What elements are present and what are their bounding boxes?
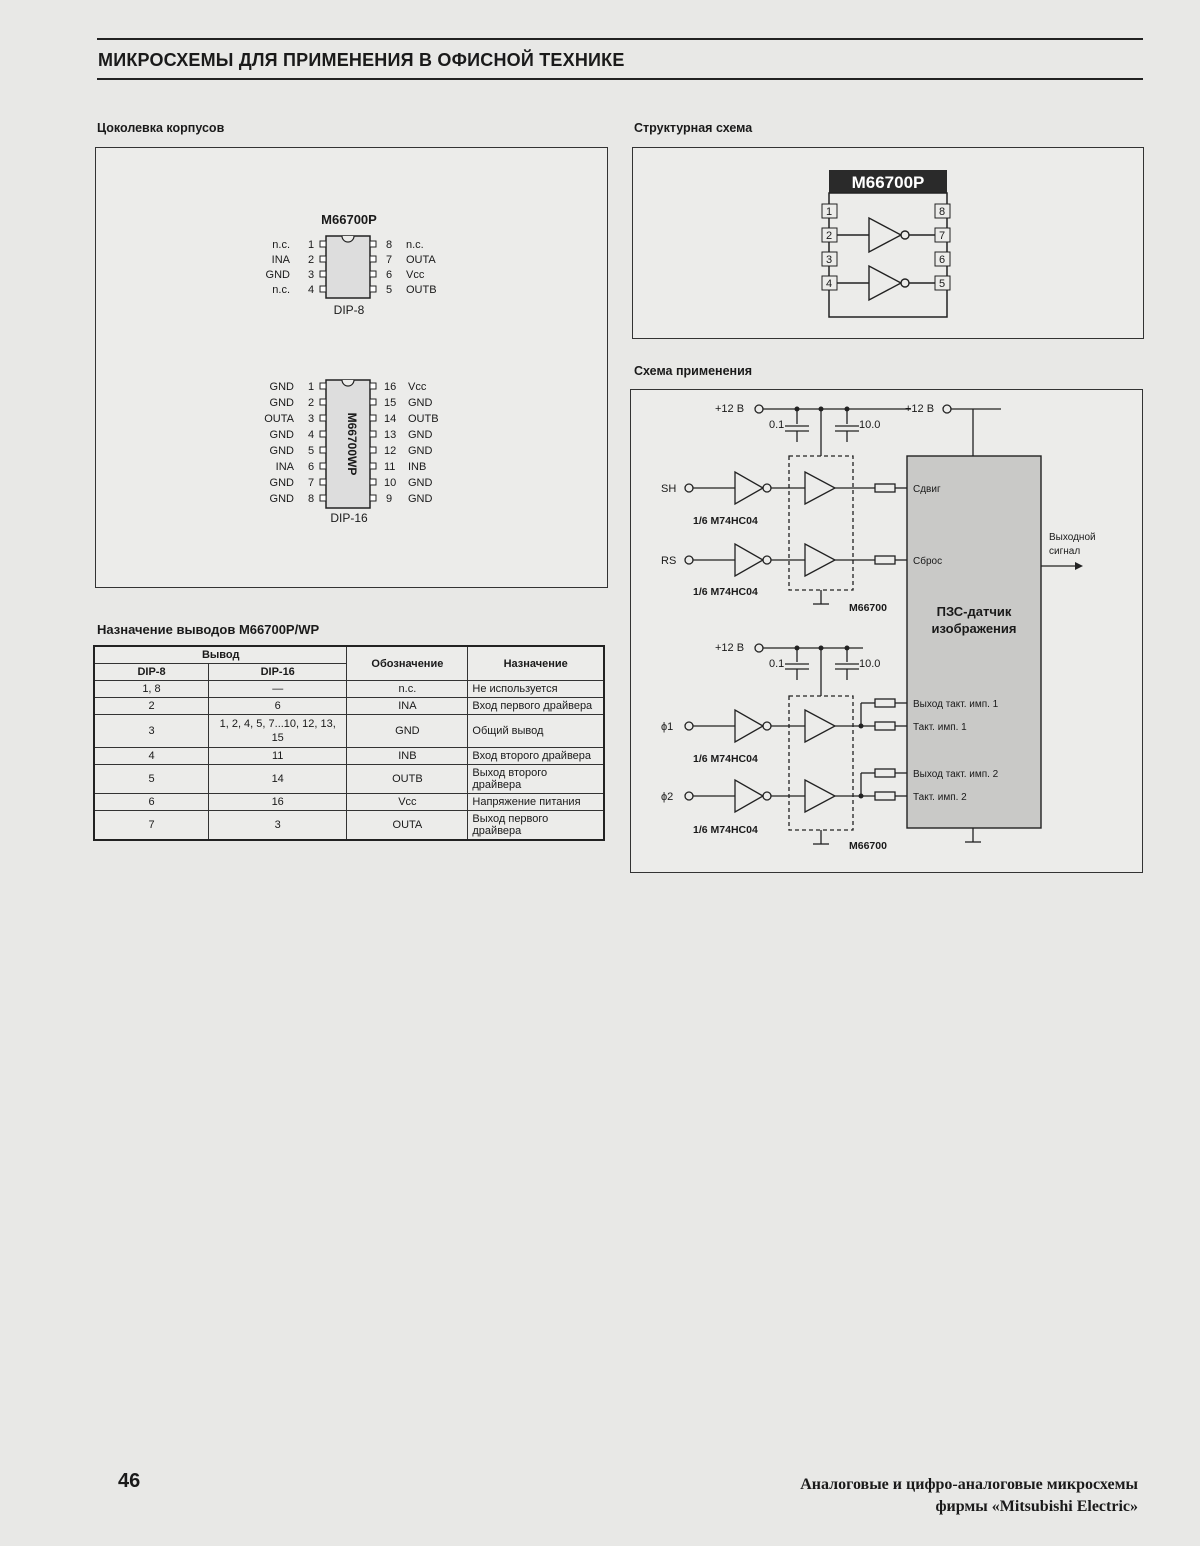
table-row [94, 715, 604, 748]
table-row [94, 698, 604, 715]
cell-symbol: GND [347, 715, 468, 748]
cell-symbol: INA [347, 698, 468, 715]
cell-dip8: 7 [94, 811, 209, 841]
dip16-pin-number: 5 [308, 445, 315, 457]
dip8-pin-name: OUTA [406, 254, 436, 266]
dip8-pin-number: 6 [386, 269, 393, 281]
cell-dip8: 5 [94, 765, 209, 794]
dip16-right-pins [370, 381, 439, 505]
dip8-pin-name: n.c. [272, 284, 290, 296]
dip16-pin-number: 12 [384, 445, 397, 457]
dip16-pin-number: 13 [384, 429, 397, 441]
dip16-pin-name: GND [269, 397, 294, 409]
dip8-pin-number: 5 [386, 284, 393, 296]
dip16-pin-name: GND [408, 493, 433, 505]
header-purpose: Назначение [468, 646, 604, 681]
dip16-pin-number: 16 [384, 381, 397, 393]
dip8-right-pins [370, 239, 437, 296]
cell-dip16: 1, 2, 4, 5, 7...10, 12, 13, 15 [209, 715, 347, 748]
dip8-body [326, 236, 370, 298]
dip8-chip-name: M66700P [321, 212, 377, 227]
block-pin-number: 1 [825, 206, 833, 218]
dip16-pin-name: OUTB [408, 413, 439, 425]
dip8-pin-number: 1 [308, 239, 315, 251]
output-arrow-icon [1075, 562, 1083, 570]
page-title: МИКРОСХЕМЫ ДЛЯ ПРИМЕНЕНИЯ В ОФИСНОЙ ТЕХНИКЕ [98, 50, 625, 70]
block-diagram-heading: Структурная схема [634, 121, 753, 135]
block-chip-title: M66700P [851, 173, 925, 192]
header-pin: Вывод [94, 646, 347, 664]
supply-label: +12 В [905, 403, 935, 415]
dip8-pin-name: Vcc [406, 269, 425, 281]
cell-dip16: — [209, 681, 347, 698]
output-label: сигнал [1049, 546, 1081, 557]
inverter-label: 1/6 M74HC04 [693, 586, 758, 598]
dip8-pin-number: 2 [308, 254, 315, 266]
cell-dip16: 11 [209, 748, 347, 765]
dip16-pin-name: GND [269, 493, 294, 505]
driver-label: M66700 [849, 602, 887, 614]
cell-symbol: OUTB [347, 765, 468, 794]
dip16-pin-name: INB [408, 461, 427, 473]
cap-label: 10.0 [859, 658, 881, 670]
pin-assignment-table [93, 645, 605, 841]
dip8-pin-name: OUTB [406, 284, 437, 296]
sensor-title: изображения [931, 621, 1017, 636]
supply-label: +12 В [715, 642, 745, 654]
cell-dip16: 6 [209, 698, 347, 715]
dip16-pin-number: 2 [308, 397, 315, 409]
cap-label: 0.1 [769, 419, 785, 431]
cell-symbol: OUTA [347, 811, 468, 841]
cell-purpose: Вход второго драйвера [468, 748, 604, 765]
block-pin-number: 6 [938, 254, 946, 266]
header-bottom-rule [97, 78, 1143, 80]
supply-label: +12 В [715, 403, 745, 415]
dip16-pin-name: Vcc [408, 381, 427, 393]
application-heading: Схема применения [634, 364, 753, 378]
driver-label: M66700 [849, 840, 887, 852]
application-circuit [631, 390, 1144, 874]
table-row [94, 765, 604, 794]
header-top-rule [97, 38, 1143, 40]
signal-label: Сброс [913, 556, 943, 567]
output-label: Выходной [1049, 532, 1096, 543]
dip8-pin-number: 4 [308, 284, 315, 296]
dip16-pin-name: GND [269, 429, 294, 441]
dip16-pin-number: 11 [384, 461, 396, 473]
signal-label: Выход такт. имп. 1 [913, 699, 999, 710]
cell-symbol: INB [347, 748, 468, 765]
cell-purpose: Общий вывод [468, 715, 604, 748]
cell-purpose: Не используется [468, 681, 604, 698]
cell-dip16: 3 [209, 811, 347, 841]
dip16-pin-name: GND [269, 445, 294, 457]
signal-label: Такт. имп. 1 [913, 722, 967, 733]
dip16-pin-number: 3 [308, 413, 315, 425]
inverter-label: 1/6 M74HC04 [693, 824, 758, 836]
cell-dip8: 6 [94, 794, 209, 811]
dip16-pin-number: 8 [308, 493, 315, 505]
input-label: RS [661, 555, 677, 567]
inverter-label: 1/6 M74HC04 [693, 753, 758, 765]
block-inverters [837, 218, 935, 300]
pinout-heading: Цоколевка корпусов [97, 121, 225, 135]
cell-dip16: 14 [209, 765, 347, 794]
dip16-pin-name: GND [269, 381, 294, 393]
pin-table-heading: Назначение выводов M66700P/WP [97, 622, 320, 637]
block-pin-number: 8 [938, 206, 946, 218]
cell-purpose: Выход первого драйвера [468, 811, 604, 841]
dip8-pin-number: 3 [308, 269, 315, 281]
inverter-label: 1/6 M74HC04 [693, 515, 758, 527]
dip16-pin-number: 7 [308, 477, 315, 489]
table-row [94, 748, 604, 765]
dip16-package-label: DIP-16 [330, 511, 368, 525]
table-row [94, 811, 604, 841]
dip16-pin-number: 6 [308, 461, 315, 473]
cap-label: 10.0 [859, 419, 881, 431]
dip8-pin-name: INA [271, 254, 290, 266]
dip16-pin-name: GND [408, 445, 433, 457]
block-pin-number: 4 [825, 278, 833, 290]
dip16-pin-number: 9 [386, 493, 393, 505]
cell-dip8: 3 [94, 715, 209, 748]
application-panel [630, 389, 1143, 873]
dip16-pin-name: GND [408, 429, 433, 441]
book-title [800, 1474, 1138, 1518]
cell-dip8: 2 [94, 698, 209, 715]
dip16-chip-name: M66700WP [345, 412, 359, 476]
dip16-pin-name: OUTA [264, 413, 294, 425]
dip16-left-pins [264, 381, 326, 505]
cell-dip8: 1, 8 [94, 681, 209, 698]
table-row [94, 794, 604, 811]
header-dip16: DIP-16 [209, 664, 347, 681]
block-diagram-panel [632, 147, 1144, 339]
sensor-title: ПЗС-датчик [936, 604, 1012, 619]
block-pin-number: 7 [938, 230, 946, 242]
dip16-pin-name: GND [408, 397, 433, 409]
dip8-left-pins [266, 239, 326, 296]
dip16-pin-number: 1 [308, 381, 315, 393]
block-pin-number: 5 [938, 278, 946, 290]
block-diagram [633, 148, 1145, 340]
book-title-line: Аналоговые и цифро-аналоговые микросхемы [800, 1476, 1138, 1493]
dip16-pin-name: INA [275, 461, 294, 473]
dip8-pin-number: 7 [386, 254, 393, 266]
signal-label: Выход такт. имп. 2 [913, 769, 999, 780]
dip16-pin-name: GND [408, 477, 433, 489]
pinout-panel [95, 147, 608, 588]
input-label: ϕ2 [661, 791, 674, 803]
dip16-pin-name: GND [269, 477, 294, 489]
table-row [94, 681, 604, 698]
header-symbol: Обозначение [347, 646, 468, 681]
dip16-pin-number: 15 [384, 397, 397, 409]
dip16-pin-number: 14 [384, 413, 397, 425]
dip8-pin-name: n.c. [406, 239, 424, 251]
cell-purpose: Выход второго драйвера [468, 765, 604, 794]
cell-symbol: n.c. [347, 681, 468, 698]
cell-dip8: 4 [94, 748, 209, 765]
block-pin-number: 3 [825, 254, 833, 266]
input-label: ϕ1 [661, 721, 674, 733]
header-dip8: DIP-8 [94, 664, 209, 681]
dip8-pin-name: n.c. [272, 239, 290, 251]
signal-label: Сдвиг [913, 484, 941, 495]
block-pin-number: 2 [825, 230, 833, 242]
dip16-pin-number: 4 [308, 429, 315, 441]
pinout-drawing [96, 148, 609, 589]
cell-purpose: Напряжение питания [468, 794, 604, 811]
page-number: 46 [118, 1470, 141, 1492]
signal-label: Такт. имп. 2 [913, 792, 967, 803]
cell-symbol: Vcc [347, 794, 468, 811]
cell-purpose: Вход первого драйвера [468, 698, 604, 715]
dip16-pin-number: 10 [384, 477, 397, 489]
dip8-pin-number: 8 [386, 239, 393, 251]
cell-dip16: 16 [209, 794, 347, 811]
dip8-package-label: DIP-8 [333, 303, 365, 317]
dip8-pin-name: GND [265, 269, 290, 281]
input-label: SH [661, 483, 677, 495]
cap-label: 0.1 [769, 658, 785, 670]
book-title-line: фирмы «Mitsubishi Electric» [935, 1498, 1138, 1515]
block-chip-body [829, 193, 947, 317]
